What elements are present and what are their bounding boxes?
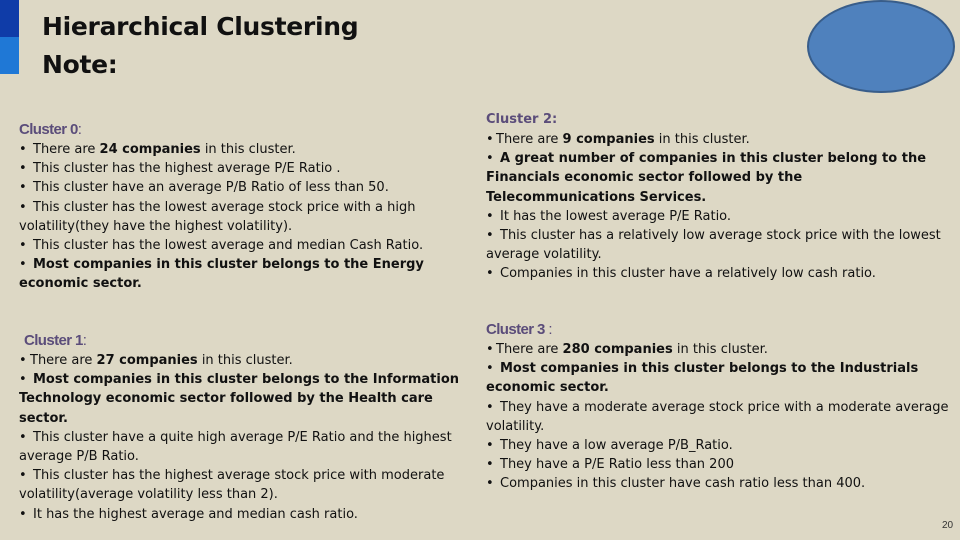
slide-title [42,8,358,84]
item-text: in this cluster. [672,342,768,357]
list-item [19,159,469,178]
list-item [19,466,469,504]
list-item [486,340,951,359]
cluster-heading [19,331,469,351]
bullet-icon: • [19,429,27,445]
cluster-0-section [19,120,469,294]
list-item [19,198,469,236]
item-text: It has the highest average and median cash ratio. [33,506,358,522]
item-text: in this cluster. [200,142,296,157]
bullet-icon: • [486,132,494,147]
accent-bar-light [0,37,19,74]
cluster-colon: : [544,321,552,338]
bullet-icon: • [19,257,27,273]
list-item [19,140,469,159]
bullet-icon: • [486,342,494,357]
bullet-icon: • [19,161,27,177]
list-item [486,264,951,283]
item-bold-text: Most companies in this cluster belongs to the Industrials economic sector. [486,361,919,396]
item-bold-text: 27 companies [96,353,198,368]
item-bold-text: 280 companies [562,342,673,357]
item-text: There are [496,132,563,147]
item-text: in this cluster. [197,353,293,368]
bullet-icon: • [486,151,494,167]
list-item [486,149,951,207]
item-text: There are [33,142,100,157]
accent-bar-dark [0,0,19,37]
cluster-1-section [19,331,469,524]
item-text: This cluster has a relatively low average stock price with the lowest average volatility. [486,228,941,263]
bullet-icon: • [19,506,27,522]
cluster-heading [19,120,469,140]
cluster-colon: : [82,332,87,349]
item-text: Companies in this cluster have a relatively low cash ratio. [500,266,876,282]
bullet-icon: • [19,372,27,388]
title-line-2: Note: [42,50,118,79]
item-text: There are [496,342,563,357]
item-text: This cluster have an average P/B Ratio of less than 50. [33,180,389,196]
bullet-icon: • [486,399,494,415]
list-item [19,505,469,524]
item-bold-text: 24 companies [99,142,201,157]
bullet-icon: • [486,208,494,224]
cluster-bullet-list [19,351,469,524]
bullet-icon: • [19,353,27,368]
item-text: in this cluster. [654,132,750,147]
bullet-icon: • [486,476,494,492]
decorative-oval [807,0,955,93]
item-text: It has the lowest average P/E Ratio. [500,208,732,224]
list-item [486,398,951,436]
list-item [19,351,469,370]
bullet-icon: • [486,228,494,244]
list-item [19,255,469,293]
list-item [19,178,469,197]
cluster-colon: : [552,112,558,127]
cluster-2-section [486,110,951,284]
list-item [19,370,469,428]
item-bold-text: Most companies in this cluster belongs to the Information Technology economic sector followed by the Health care sector. [19,372,460,426]
bullet-icon: • [19,199,27,215]
cluster-heading [486,110,951,130]
bullet-icon: • [486,438,494,454]
item-text: They have a moderate average stock price with a moderate average volatility. [486,399,949,434]
list-item [486,474,951,493]
item-text: This cluster has the highest average stock price with moderate volatility(average volatility less than 2). [19,468,445,503]
bullet-icon: • [486,457,494,473]
item-text: Companies in this cluster have cash ratio less than 400. [500,476,866,492]
list-item [19,428,469,466]
cluster-bullet-list [486,340,951,494]
bullet-icon: • [19,238,27,254]
item-text: This cluster has the lowest average and median Cash Ratio. [33,238,424,254]
cluster-name: Cluster 3 [486,321,545,338]
list-item [486,455,951,474]
item-bold-text: Most companies in this cluster belongs to the Energy economic sector. [19,257,424,292]
list-item [486,207,951,226]
item-text: This cluster has the lowest average stock price with a high volatility(they have the highest volatility). [19,199,416,234]
item-bold-text: A great number of companies in this cluster belong to the Financials economic sector followed by the Telecommunications Services. [486,151,927,205]
bullet-icon: • [486,361,494,377]
bullet-icon: • [19,468,27,484]
cluster-bullet-list [19,140,469,294]
list-item [19,236,469,255]
list-item [486,130,951,149]
item-text: This cluster has the highest average P/E Ratio . [33,161,341,177]
cluster-name: Cluster 0 [19,121,78,138]
item-text: They have a low average P/B_Ratio. [500,438,733,454]
item-bold-text: 9 companies [562,132,655,147]
bullet-icon: • [486,266,494,282]
item-text: They have a P/E Ratio less than 200 [500,457,734,473]
cluster-bullet-list [486,130,951,284]
cluster-3-section [486,320,951,494]
item-text: This cluster have a quite high average P/E Ratio and the highest average P/B Ratio. [19,429,452,465]
list-item [486,436,951,455]
list-item [486,359,951,397]
list-item [486,226,951,264]
bullet-icon: • [19,142,27,157]
item-text: There are [30,353,97,368]
title-line-1: Hierarchical Clustering [42,12,359,41]
cluster-heading [486,320,951,340]
bullet-icon: • [19,180,27,196]
cluster-name: Cluster 1 [24,332,83,349]
slide-number: 20 [942,520,954,531]
cluster-name: Cluster 2 [486,112,553,127]
cluster-colon: : [77,121,82,138]
